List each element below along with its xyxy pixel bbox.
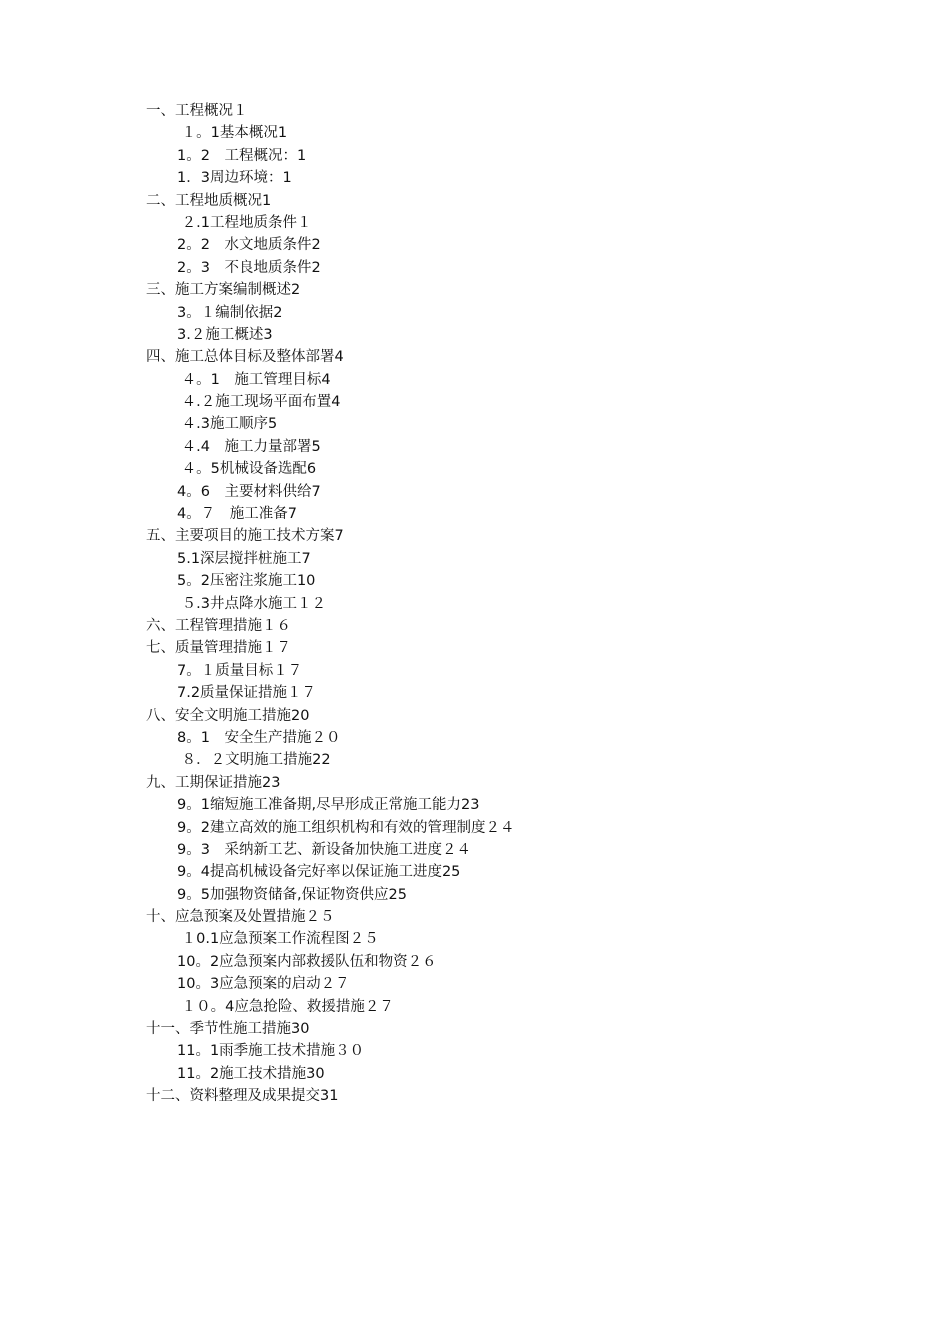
toc-chapter-entry[interactable]: 三、施工方案编制概述2 bbox=[146, 282, 301, 299]
toc-section-entry[interactable]: 7.2质量保证措施１７ bbox=[177, 685, 317, 702]
toc-chapter-entry[interactable]: 四、施工总体目标及整体部署4 bbox=[146, 349, 344, 366]
toc-section-entry[interactable]: 2。3 不良地质条件2 bbox=[177, 259, 321, 276]
toc-section-entry[interactable]: 10。3应急预案的启动２７ bbox=[177, 976, 350, 993]
toc-section-entry[interactable]: ４.２施工现场平面布置4 bbox=[177, 394, 341, 411]
toc-chapter-entry[interactable]: 九、工期保证措施23 bbox=[146, 774, 281, 791]
toc-section-entry[interactable]: 5。2压密注浆施工10 bbox=[177, 573, 316, 590]
toc-section-entry[interactable]: 4。７ 施工准备7 bbox=[177, 506, 297, 523]
toc-chapter-entry[interactable]: 十、应急预案及处置措施２５ bbox=[146, 909, 335, 926]
toc-chapter-entry[interactable]: 五、主要项目的施工技术方案7 bbox=[146, 528, 344, 545]
toc-section-entry[interactable]: 3。１编制依据2 bbox=[177, 304, 283, 321]
toc-section-entry[interactable]: 9。4提高机械设备完好率以保证施工进度25 bbox=[177, 864, 461, 881]
toc-section-entry[interactable]: 10。2应急预案内部救援队伍和物资２６ bbox=[177, 953, 437, 970]
toc-section-entry[interactable]: 11。1雨季施工技术措施３０ bbox=[177, 1043, 365, 1060]
toc-section-entry[interactable]: ４.4 施工力量部署5 bbox=[177, 438, 321, 455]
toc-section-entry[interactable]: 9。2建立高效的施工组织机构和有效的管理制度２４ bbox=[177, 819, 515, 836]
toc-section-entry[interactable]: 1。2 工程概况：1 bbox=[177, 147, 307, 164]
toc-section-entry[interactable]: ４。5机械设备选配6 bbox=[177, 461, 317, 478]
toc-section-entry[interactable]: ８．２文明施工措施22 bbox=[177, 752, 331, 769]
toc-section-entry[interactable]: 4。6 主要材料供给7 bbox=[177, 483, 321, 500]
toc-chapter-entry[interactable]: 一、工程概况１ bbox=[146, 103, 248, 119]
toc-chapter-entry[interactable]: 八、安全文明施工措施20 bbox=[146, 707, 310, 724]
toc-section-entry[interactable]: １０。4应急抢险、救援措施２７ bbox=[177, 998, 394, 1015]
toc-section-entry[interactable]: 3.２施工概述3 bbox=[177, 326, 273, 343]
toc-section-entry[interactable]: ４。1 施工管理目标4 bbox=[177, 371, 331, 388]
toc-section-entry[interactable]: ４.3施工顺序5 bbox=[177, 416, 278, 433]
toc-section-entry[interactable]: 11。2施工技术措施30 bbox=[177, 1065, 325, 1082]
toc-section-entry[interactable]: 9。1缩短施工准备期,尽早形成正常施工能力23 bbox=[177, 797, 480, 814]
toc-chapter-entry[interactable]: 十一、季节性施工措施30 bbox=[146, 1021, 310, 1038]
toc-chapter-entry[interactable]: 七、质量管理措施１７ bbox=[146, 640, 291, 657]
toc-section-entry[interactable]: ２.1工程地质条件１ bbox=[177, 214, 312, 231]
toc-section-entry[interactable]: 2。2 水文地质条件2 bbox=[177, 237, 321, 254]
toc-section-entry[interactable]: 1．3周边环境：1 bbox=[177, 170, 292, 187]
toc-section-entry[interactable]: 8。1 安全生产措施２０ bbox=[177, 729, 341, 746]
toc-chapter-entry[interactable]: 六、工程管理措施１６ bbox=[146, 617, 291, 634]
toc-section-entry[interactable]: 5.1深层搅拌桩施工7 bbox=[177, 550, 311, 567]
toc-section-entry[interactable]: １0.1应急预案工作流程图２５ bbox=[177, 931, 379, 948]
toc-section-entry[interactable]: 9。3 采纳新工艺、新设备加快施工进度２４ bbox=[177, 841, 471, 858]
toc-section-entry[interactable]: ５.3井点降水施工１２ bbox=[177, 595, 326, 612]
toc-section-entry[interactable]: １。1基本概况1 bbox=[177, 125, 288, 142]
toc-section-entry[interactable]: 9。5加强物资储备,保证物资供应25 bbox=[177, 886, 408, 903]
toc-section-entry[interactable]: 7。１质量目标１７ bbox=[177, 662, 303, 679]
toc-chapter-entry[interactable]: 十二、资料整理及成果提交31 bbox=[146, 1088, 339, 1105]
table-of-contents bbox=[146, 100, 846, 1108]
toc-chapter-entry[interactable]: 二、工程地质概况1 bbox=[146, 192, 272, 209]
